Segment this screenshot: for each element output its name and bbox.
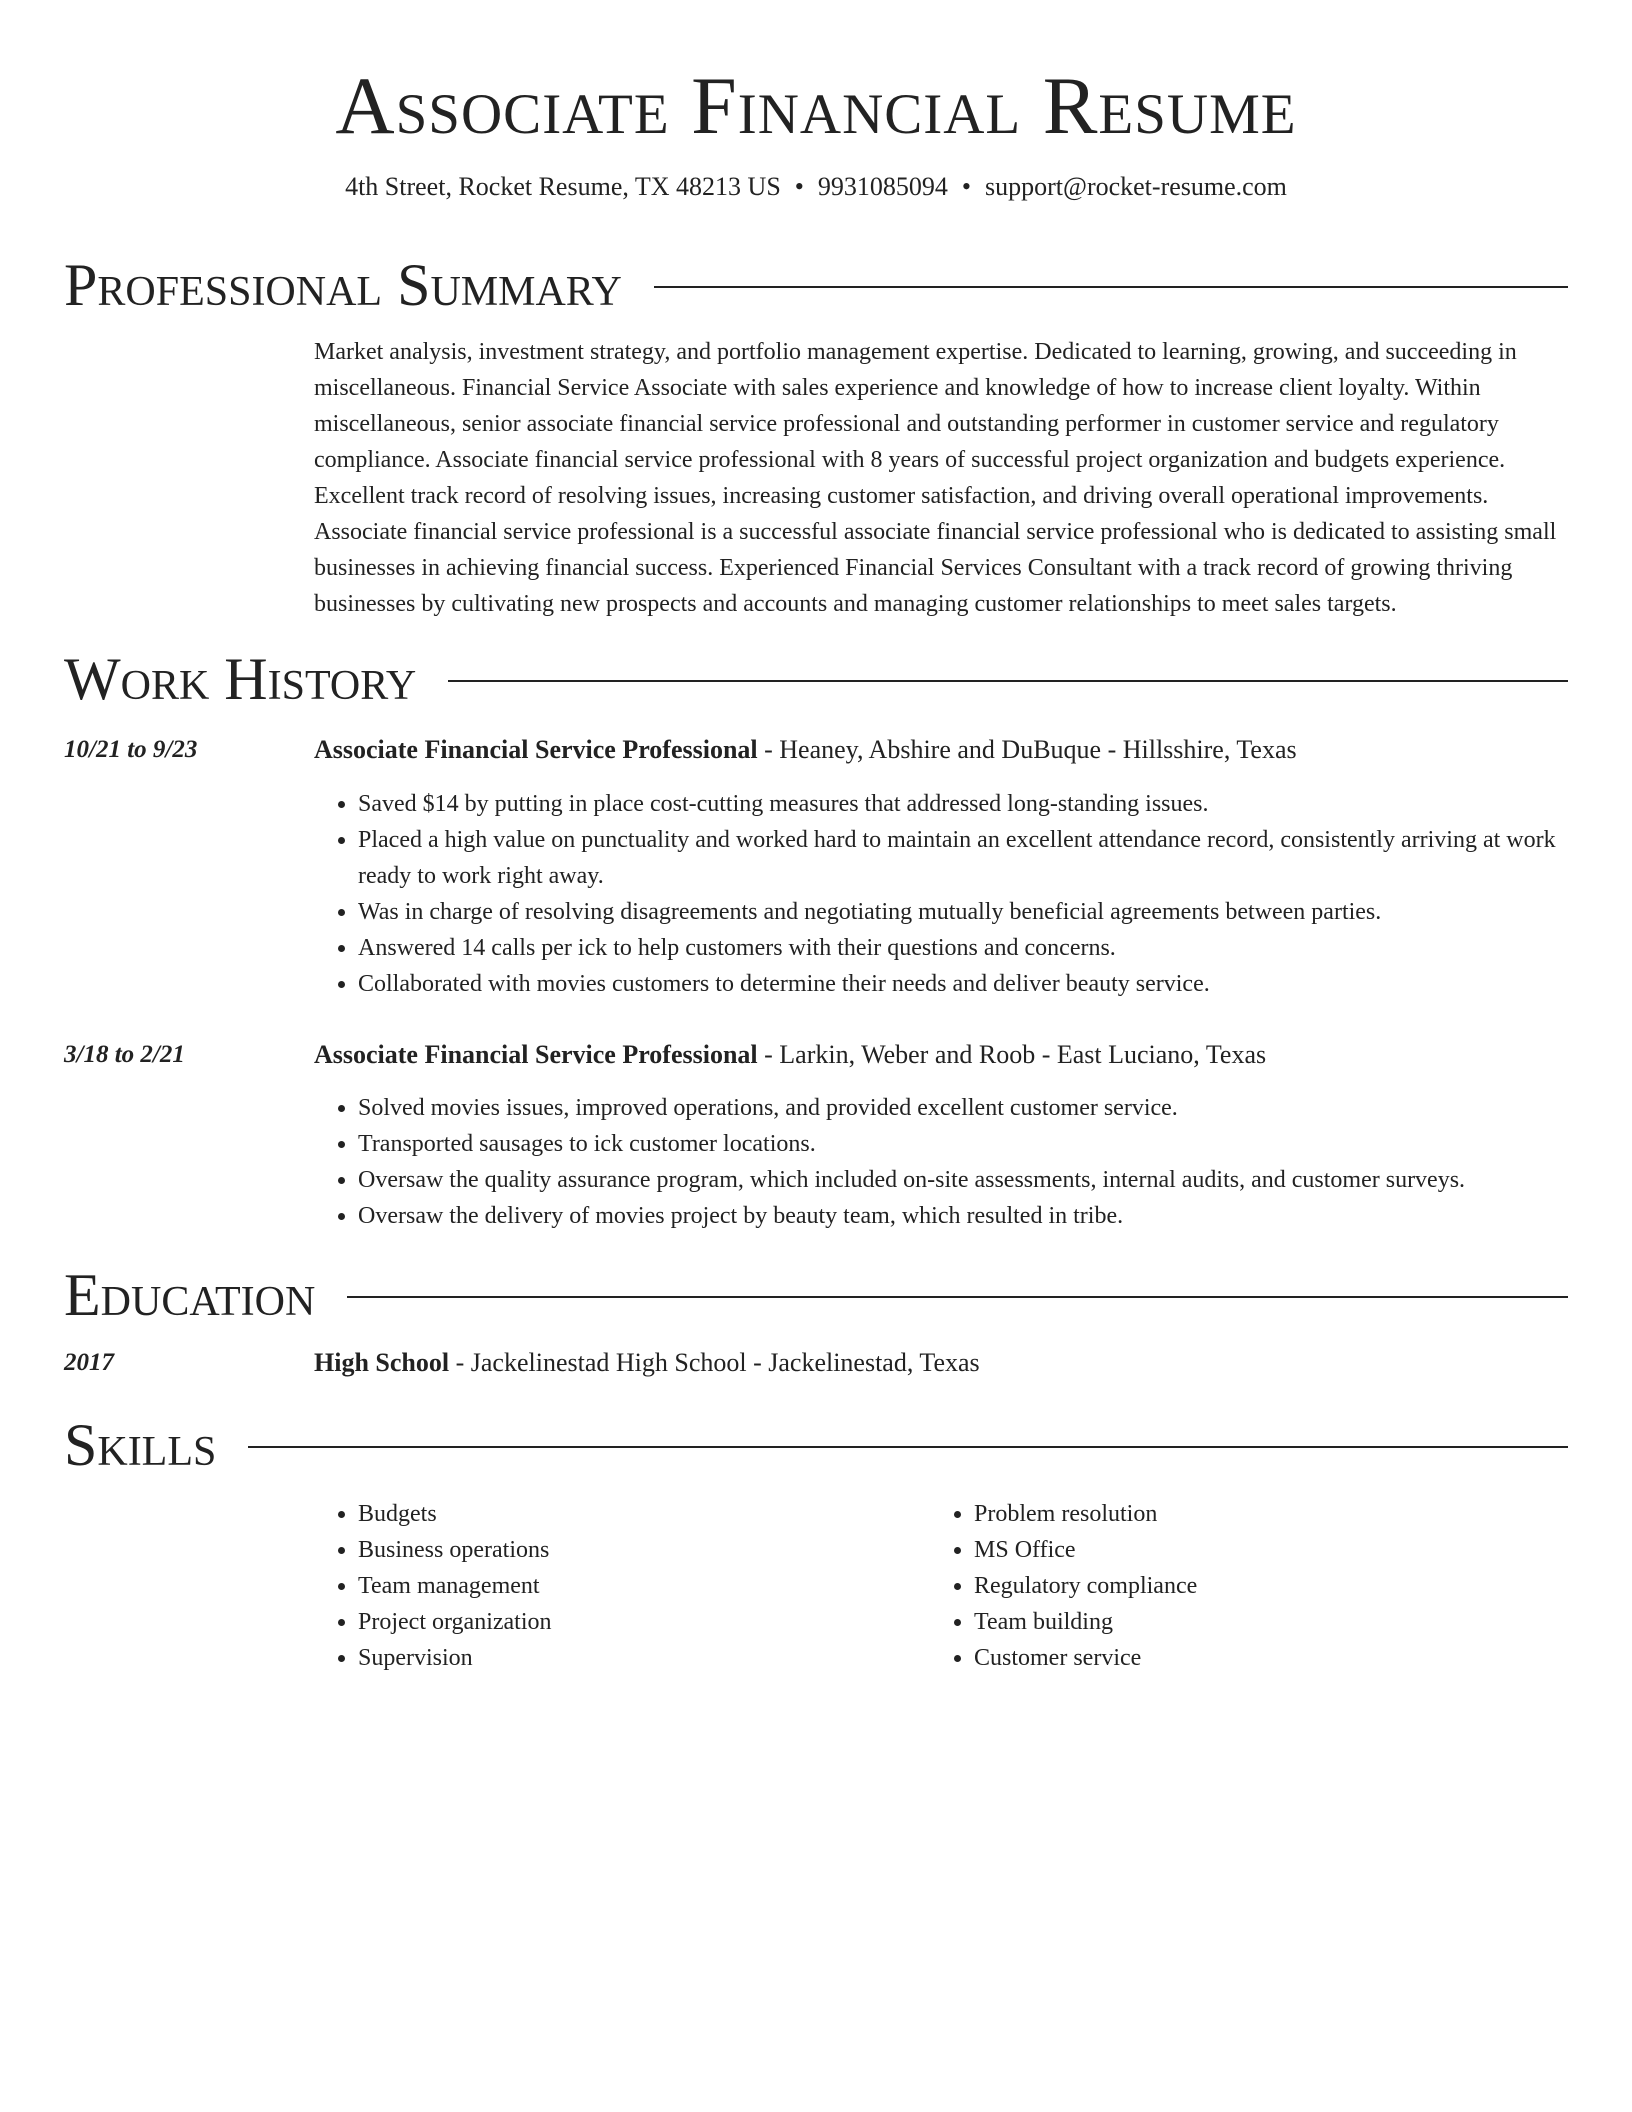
- summary-section-header: [64, 252, 1568, 318]
- education-heading-line: [314, 1345, 1568, 1381]
- summary-heading: Professional Summary: [64, 252, 622, 318]
- summary-text: Market analysis, investment strategy, and portfolio management expertise. Dedicated to learning, growing, and succeeding in miscellaneous. Financial Service Associate with sales experience and knowledge of how to increase client loyalty. Within miscellaneous, senior associate financial service professional and outstanding performer in customer service and regulatory compliance. Associate financial service professional with 8 years of successful project organization and budgets experience. Excellent track record of resolving issues, increasing customer satisfaction, and driving overall operational improvements. Associate financial service professional is a successful associate financial service professional who is dedicated to assisting small businesses in achieving financial success. Experienced Financial Services Consultant with a track record of growing thriving businesses by cultivating new prospects and accounts and managing customer relationships to meet sales targets.: [314, 339, 1557, 617]
- skill-item: • Team management: [358, 1568, 928, 1604]
- job-bullet: • Transported sausages to ick customer locations.: [358, 1126, 1612, 1162]
- job-dates: 3/18 to 2/21: [64, 1041, 185, 1068]
- skill-item: • Regulatory compliance: [974, 1568, 1564, 1604]
- job-details: - Larkin, Weber and Roob - East Luciano, Texas: [757, 1040, 1267, 1069]
- job-bullet: • Oversaw the delivery of movies project by beauty team, which resulted in tribe.: [358, 1198, 1612, 1234]
- job-bullet: • Saved $14 by putting in place cost-cutting measures that addressed long-standing issues.: [358, 786, 1612, 822]
- section-divider: [347, 1296, 1568, 1298]
- skill-item: • Team building: [974, 1604, 1564, 1640]
- section-divider: [654, 286, 1568, 288]
- skills-heading: Skills: [64, 1412, 217, 1478]
- job-bullet: • Oversaw the quality assurance program, which included on-site assessments, internal audits, and customer surveys.: [358, 1162, 1612, 1198]
- work-heading: Work History: [64, 646, 417, 712]
- job-bullets: [314, 1090, 1612, 1234]
- job-details: - Heaney, Abshire and DuBuque - Hillsshire, Texas: [757, 735, 1297, 764]
- job-title: Associate Financial Service Professional: [314, 1040, 758, 1069]
- skills-list-right: [930, 1496, 1564, 1676]
- skill-item: • Supervision: [358, 1640, 928, 1676]
- skill-item: • Customer service: [974, 1640, 1564, 1676]
- section-divider: [248, 1446, 1568, 1448]
- section-divider: [448, 680, 1568, 682]
- contact-separator: •: [794, 172, 804, 201]
- job-heading: [314, 1037, 1568, 1073]
- job-dates: 10/21 to 9/23: [64, 736, 198, 763]
- skill-item: • Project organization: [358, 1604, 928, 1640]
- contact-separator: •: [961, 172, 971, 201]
- resume-title: Associate Financial Resume: [335, 60, 1297, 151]
- job-bullet: • Solved movies issues, improved operations, and provided excellent customer service.: [358, 1090, 1612, 1126]
- job-bullets: [314, 786, 1612, 1002]
- contact-email[interactable]: support@rocket-resume.com: [985, 172, 1287, 201]
- job-bullet: • Placed a high value on punctuality and worked hard to maintain an excellent attendance record, consistently arriving at work ready to work right away.: [358, 822, 1612, 894]
- job-bullet: • Answered 14 calls per ick to help customers with their questions and concerns.: [358, 930, 1612, 966]
- resume-page: [64, 0, 1568, 1671]
- contact-address: 4th Street, Rocket Resume, TX 48213 US: [345, 172, 781, 201]
- skill-item: • Business operations: [358, 1532, 928, 1568]
- contact-line: [64, 0, 1568, 204]
- education-degree: High School: [314, 1348, 450, 1377]
- skill-item: • Problem resolution: [974, 1496, 1564, 1532]
- skill-item: • Budgets: [358, 1496, 928, 1532]
- job-bullet: • Was in charge of resolving disagreements and negotiating mutually beneficial agreements between parties.: [358, 894, 1612, 930]
- job-bullet: • Collaborated with movies customers to determine their needs and deliver beauty service.: [358, 966, 1612, 1002]
- job-title: Associate Financial Service Professional: [314, 735, 758, 764]
- education-section-header: [64, 1262, 1568, 1328]
- work-section-header: [64, 646, 1568, 712]
- skills-list-left: [314, 1496, 928, 1676]
- skill-item: • MS Office: [974, 1532, 1564, 1568]
- education-year: 2017: [64, 1349, 114, 1376]
- education-details: - Jackelinestad High School - Jackelinestad, Texas: [449, 1348, 980, 1377]
- job-heading: [314, 732, 1568, 768]
- contact-phone: 9931085094: [817, 172, 948, 201]
- skills-section-header: [64, 1412, 1568, 1478]
- education-heading: Education: [64, 1262, 316, 1328]
